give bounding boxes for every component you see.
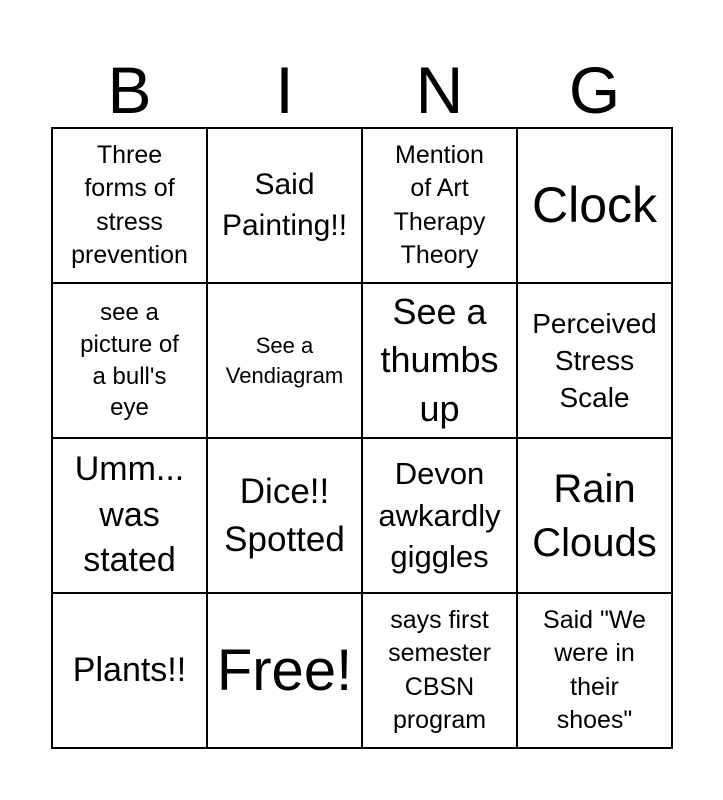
bingo-cell[interactable]: Umm... was stated <box>52 438 207 593</box>
bingo-cell[interactable]: Said Painting!! <box>207 128 362 283</box>
bingo-cell[interactable]: Plants!! <box>52 593 207 748</box>
bingo-cell[interactable]: Mention of Art Therapy Theory <box>362 128 517 283</box>
header-letter-i: I <box>275 53 294 127</box>
bingo-grid <box>51 127 673 749</box>
bingo-row <box>52 438 672 593</box>
bingo-row <box>52 593 672 748</box>
header-letter-n: N <box>415 53 464 127</box>
bingo-row <box>52 283 672 438</box>
bingo-cell[interactable]: Free! <box>207 593 362 748</box>
bingo-cell[interactable]: See a Vendiagram <box>207 283 362 438</box>
bingo-cell[interactable]: Three forms of stress prevention <box>52 128 207 283</box>
bingo-cell[interactable]: Rain Clouds <box>517 438 672 593</box>
bingo-cell[interactable]: see a picture of a bull's eye <box>52 283 207 438</box>
bingo-header <box>52 52 672 128</box>
bingo-cell[interactable]: Said "We were in their shoes" <box>517 593 672 748</box>
bingo-cell[interactable]: See a thumbs up <box>362 283 517 438</box>
header-letter-g: G <box>568 53 621 127</box>
bingo-cell[interactable]: Clock <box>517 128 672 283</box>
bingo-cell[interactable]: says first semester CBSN program <box>362 593 517 748</box>
bingo-cell[interactable]: Devon awkardly giggles <box>362 438 517 593</box>
bingo-cell[interactable]: Perceived Stress Scale <box>517 283 672 438</box>
header-letter-b: B <box>107 53 152 127</box>
bingo-cell[interactable]: Dice!! Spotted <box>207 438 362 593</box>
bingo-row <box>52 128 672 283</box>
